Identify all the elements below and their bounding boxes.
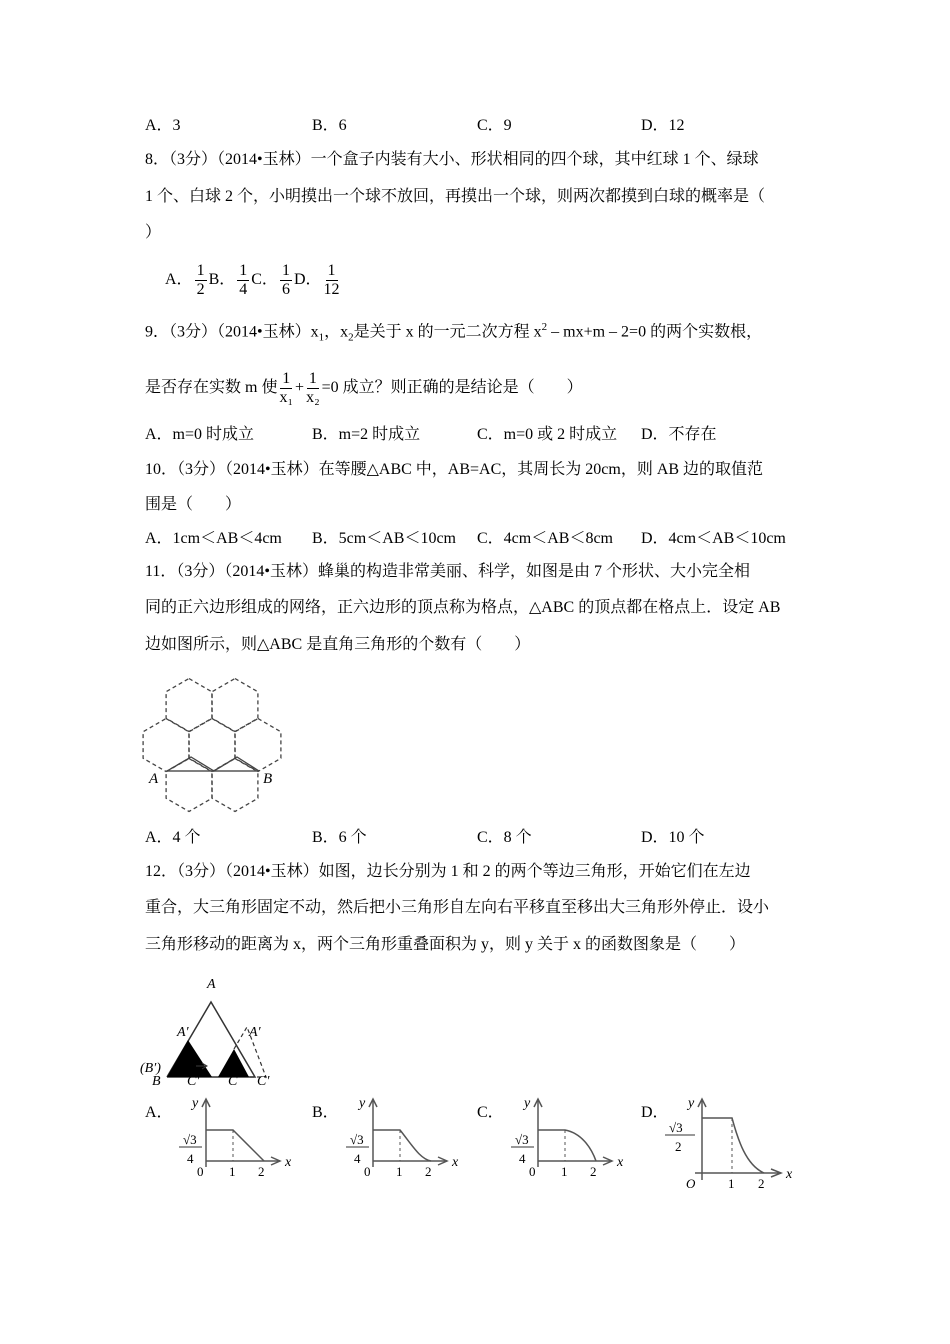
graph-option-a [145,1095,315,1195]
q8-options [165,262,342,299]
q9-option-d: D．不存在 [641,426,717,443]
svg-text:A′: A′ [249,1025,261,1040]
svg-text:2: 2 [758,1176,765,1191]
triangles-figure [140,970,310,1085]
q11-option-a: A．4 个 [145,829,201,846]
q10-option-a: A．1cm＜AB＜4cm [145,530,282,547]
svg-text:0: 0 [364,1164,371,1179]
svg-text:y: y [688,1096,695,1111]
svg-text:A: A [207,977,216,992]
svg-text:(B′): (B′) [140,1061,161,1076]
svg-text:1: 1 [728,1176,735,1191]
svg-text:x: x [617,1155,624,1170]
q7-option-a: A．3 [145,117,181,134]
q10-option-c: C．4cm＜AB＜8cm [477,530,613,547]
q7-option-b: B．6 [312,117,347,134]
svg-text:y: y [359,1096,366,1111]
hexagon [166,759,212,812]
q11-line-1: 11．（3分）（2014•玉林）蜂巢的构造非常美丽、科学，如图是由 7 个形状、大小完全相 [145,563,751,580]
q8-option-a: A． $\frac{1}{2}$ [165,262,205,298]
svg-text:1: 1 [229,1164,236,1179]
q10-line-2: 围是（ ） [145,496,242,513]
svg-text:√3: √3 [515,1132,529,1147]
svg-text:C．: C． [477,1104,504,1121]
svg-text:y: y [524,1096,531,1111]
hexagon [143,719,189,772]
q8-option-b: B． $\frac{1}{4}$ [208,262,248,298]
svg-text:0: 0 [197,1164,204,1179]
svg-text:4: 4 [187,1151,194,1166]
q10-line-1: 10．（3分）（2014•玉林）在等腰△ABC 中，AB=AC，其周长为 20cm，则 AB 边的取值范 [145,461,764,478]
graph-option-b [312,1095,482,1195]
q8-option-c: C． $\frac{1}{6}$ [251,262,290,298]
q9-option-a: A．m=0 时成立 [145,426,255,443]
svg-text:1: 1 [396,1164,403,1179]
svg-text:2: 2 [425,1164,432,1179]
svg-text:B: B [152,1074,161,1085]
q8-line-2: 1 个、白球 2 个，小明摸出一个球不放回，再摸出一个球，则两次都摸到白球的概率是（ [145,188,766,205]
graph-option-d [641,1095,811,1195]
svg-text:D．: D． [641,1104,669,1121]
svg-text:C: C [228,1074,238,1085]
q8-line-3: ） [145,224,162,241]
svg-text:x: x [786,1167,793,1182]
q11-line-3: 边如图所示，则△ABC 是直角三角形的个数有（ ） [145,636,531,653]
svg-text:B: B [263,771,273,787]
hexagon [189,719,235,772]
svg-text:4: 4 [354,1151,361,1166]
svg-text:√3: √3 [669,1120,683,1135]
q7-option-d: D．12 [641,117,685,134]
svg-text:1: 1 [561,1164,568,1179]
q11-option-c: C．8 个 [477,829,532,846]
q12-line-1: 12．（3分）（2014•玉林）如图，边长分别为 1 和 2 的两个等边三角形，开始它们在左边 [145,863,751,880]
svg-text:√3: √3 [183,1132,197,1147]
hexagon [166,679,212,732]
svg-text:2: 2 [675,1139,682,1154]
q9-line-1: 9．（3分）（2014•玉林）$x_1$，$x_2$是关于 x 的一元二次方程 $x^2 - mx+m - 2=0$ 的两个实数根， [145,321,763,344]
svg-text:x: x [285,1155,292,1170]
svg-text:A: A [149,771,159,787]
honeycomb-figure [140,665,300,815]
q8-option-d: D． $\frac{1}{12}$ [293,262,340,298]
svg-text:√3: √3 [350,1132,364,1147]
q9-option-c: C．m=0 或 2 时成立 [477,426,618,443]
q10-option-b: B．5cm＜AB＜10cm [312,530,456,547]
svg-text:B．: B． [312,1104,339,1121]
svg-text:O: O [686,1176,696,1191]
hexagon [235,719,281,772]
svg-text:2: 2 [258,1164,265,1179]
svg-text:A．: A． [145,1104,173,1121]
q12-line-3: 三角形移动的距离为 x，两个三角形重叠面积为 y，则 y 关于 x 的函数图象是（ ） [145,936,746,953]
q7-option-c: C．9 [477,117,512,134]
svg-text:C′: C′ [187,1074,200,1085]
q9-line-2: 是否存在实数 m 使 $\frac{1}{\text{x₁}}$ + $\frac{1}{\text{x₂}}$ =0 成立？则正确的是结论是（ ） [145,370,583,406]
svg-text:4: 4 [519,1151,526,1166]
q10-option-d: D．4cm＜AB＜10cm [641,530,786,547]
svg-text:0: 0 [529,1164,536,1179]
graph-option-c [477,1095,647,1195]
svg-text:x: x [452,1155,459,1170]
svg-text:C′: C′ [257,1074,270,1085]
q11-option-b: B．6 个 [312,829,367,846]
hexagon [212,679,258,732]
svg-text:2: 2 [590,1164,597,1179]
q11-line-2: 同的正六边形组成的网络，正六边形的顶点称为格点，△ABC 的顶点都在格点上．设定 AB [145,599,781,616]
q9-option-b: B．m=2 时成立 [312,426,421,443]
svg-text:A′: A′ [177,1025,189,1040]
q12-line-2: 重合，大三角形固定不动，然后把小三角形自左向右平移直至移出大三角形外停止．设小 [145,899,770,916]
q11-option-d: D．10 个 [641,829,705,846]
q8-line-1: 8．（3分）（2014•玉林）一个盒子内装有大小、形状相同的四个球，其中红球 1 个、绿球 [145,151,759,168]
svg-text:y: y [192,1096,199,1111]
